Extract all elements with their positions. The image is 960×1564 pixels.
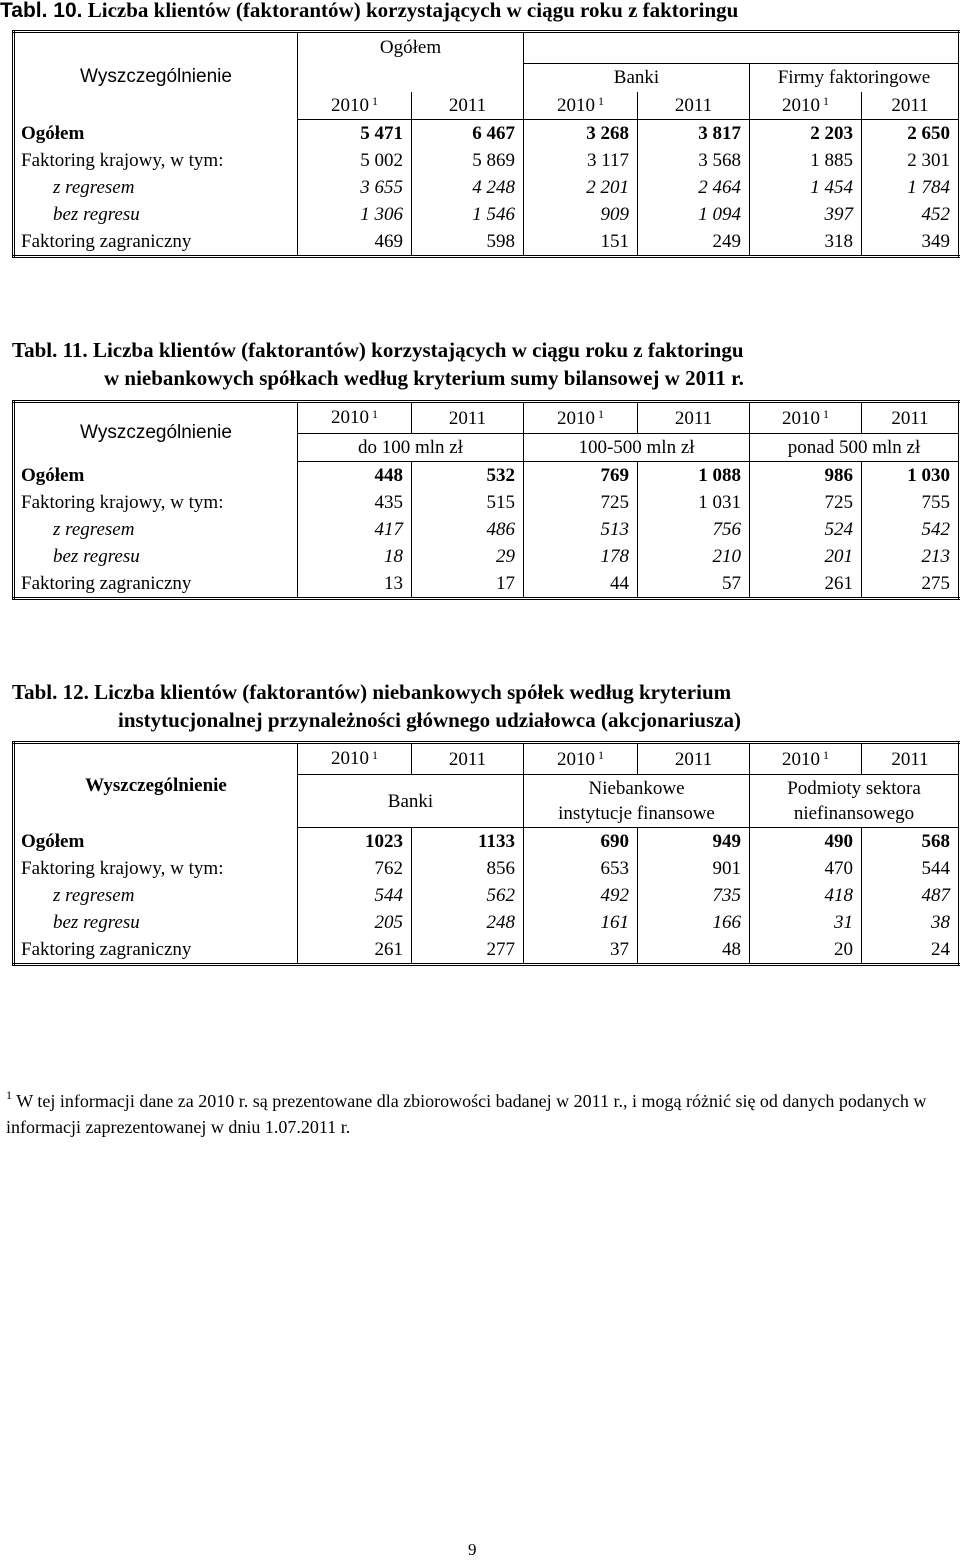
- table11-title: [12, 338, 744, 363]
- row-label: Ogółem: [21, 464, 85, 486]
- row-label: Faktoring krajowy, w tym:: [21, 150, 224, 171]
- row-label: Ogółem: [21, 122, 85, 144]
- table-cell: 151: [524, 228, 638, 257]
- table12-title-line1: Liczba klientów (faktorantów) niebankowych spółek według kryterium: [94, 680, 732, 704]
- table-cell: 397: [750, 201, 862, 228]
- table10-group-factoring: Firmy faktoringowe: [750, 64, 960, 93]
- table-cell: 598: [412, 228, 524, 257]
- table-row: [14, 543, 960, 570]
- table-cell: 1 454: [750, 174, 862, 201]
- table-cell: 435: [298, 489, 412, 516]
- row-label: z regresem: [53, 519, 135, 540]
- table11-stub-header: Wyszczególnienie: [80, 421, 232, 443]
- table-cell: 13: [298, 570, 412, 599]
- table-cell: 856: [412, 855, 524, 882]
- table-cell: 1023: [298, 828, 412, 856]
- row-label: Faktoring zagraniczny: [21, 573, 192, 594]
- table-row: [14, 516, 960, 543]
- row-label: bez regresu: [53, 912, 140, 933]
- table11-title-label: Tabl. 11.: [12, 338, 88, 362]
- table-cell: 3 268: [524, 120, 638, 148]
- table-cell: 486: [412, 516, 524, 543]
- table-cell: 1 030: [862, 462, 960, 490]
- table11-col-2010-r2: 2010 $^1$: [524, 402, 638, 434]
- table-cell: 349: [862, 228, 960, 257]
- table10-title-label: Tabl. 10.: [0, 0, 83, 22]
- table10-group-banks: Banki: [524, 64, 750, 93]
- table-cell: 417: [298, 516, 412, 543]
- table-cell: 261: [298, 936, 412, 965]
- page-number: 9: [468, 1540, 477, 1559]
- table-cell: 205: [298, 909, 412, 936]
- table11-col-2011-r2: 2011: [638, 402, 750, 434]
- table-cell: 949: [638, 828, 750, 856]
- table12: [12, 741, 960, 966]
- table-row: [14, 201, 960, 228]
- table-cell: 37: [524, 936, 638, 965]
- table-row: [14, 174, 960, 201]
- table10-col-2011-total: 2011: [412, 92, 524, 120]
- table-cell: 275: [862, 570, 960, 599]
- row-label: Faktoring krajowy, w tym:: [21, 858, 224, 879]
- row-label: Faktoring zagraniczny: [21, 231, 192, 252]
- footnote: [6, 1089, 958, 1139]
- table-cell: 1133: [412, 828, 524, 856]
- table-cell: 986: [750, 462, 862, 490]
- table-cell: 5 869: [412, 147, 524, 174]
- row-label: Faktoring krajowy, w tym:: [21, 492, 224, 513]
- table12-col-2010-g1: 2010 $^1$: [298, 743, 412, 775]
- table-cell: 178: [524, 543, 638, 570]
- table-cell: 2 203: [750, 120, 862, 148]
- table12-col-2010-g3: 2010 $^1$: [750, 743, 862, 775]
- table12-col-2011-g3: 2011: [862, 743, 960, 775]
- table-cell: 210: [638, 543, 750, 570]
- table-cell: 725: [750, 489, 862, 516]
- table-cell: 5 002: [298, 147, 412, 174]
- table-row: [14, 909, 960, 936]
- table-cell: 490: [750, 828, 862, 856]
- table-cell: 418: [750, 882, 862, 909]
- table-cell: 2 464: [638, 174, 750, 201]
- table-cell: 725: [524, 489, 638, 516]
- table-cell: 452: [862, 201, 960, 228]
- table10-title-text: Liczba klientów (faktorantów) korzystających w ciągu roku z faktoringu: [87, 0, 739, 22]
- table-cell: 755: [862, 489, 960, 516]
- table12-title-line2: instytucjonalnej przynależności głównego udziałowca (akcjonariusza): [118, 708, 741, 732]
- table10-col-2011-factoring: 2011: [862, 92, 960, 120]
- table12-group-nonfinancial: Podmioty sektora niefinansowego: [750, 775, 960, 828]
- table11-col-2011-r3: 2011: [862, 402, 960, 434]
- table-cell: 248: [412, 909, 524, 936]
- table-row: [14, 855, 960, 882]
- table10-col-2010-factoring: 2010 $^1$: [750, 92, 862, 120]
- table-cell: 756: [638, 516, 750, 543]
- table-cell: 762: [298, 855, 412, 882]
- table11-title-line1: Liczba klientów (faktorantów) korzystających w ciągu roku z faktoringu: [92, 338, 744, 362]
- row-label: z regresem: [53, 885, 135, 906]
- row-label: Ogółem: [21, 830, 85, 852]
- table-cell: 769: [524, 462, 638, 490]
- table-cell: 20: [750, 936, 862, 965]
- table-cell: 3 568: [638, 147, 750, 174]
- table-cell: 515: [412, 489, 524, 516]
- table12-col-2011-g1: 2011: [412, 743, 524, 775]
- table11-col-2010-r1: 2010 $^1$: [298, 402, 412, 434]
- table10-col-2010-banks: 2010 $^1$: [524, 92, 638, 120]
- footnote-text: W tej informacji dane za 2010 r. są prezentowane dla zbiorowości badanej w 2011 r., i mogą różnić się od danych podanych w informacji zaprezentowanej w dniu 1.07.2011 r.: [6, 1091, 927, 1137]
- table12-title-label: Tabl. 12.: [12, 680, 89, 704]
- table12-stub-header: Wyszczególnienie: [85, 775, 227, 797]
- table-cell: 5 471: [298, 120, 412, 148]
- table12-group-nonbank: Niebankowe instytucje finansowe: [524, 775, 750, 828]
- table-row: [14, 489, 960, 516]
- table11-range1: do 100 mln zł: [298, 434, 524, 462]
- table-cell: 3 817: [638, 120, 750, 148]
- footnote-marker: 1: [6, 1088, 12, 1102]
- table11-range3: ponad 500 mln zł: [750, 434, 960, 462]
- table-cell: 469: [298, 228, 412, 257]
- row-label: bez regresu: [53, 546, 140, 567]
- table-cell: 1 885: [750, 147, 862, 174]
- table-cell: 470: [750, 855, 862, 882]
- table-cell: 48: [638, 936, 750, 965]
- table-cell: 1 784: [862, 174, 960, 201]
- table-cell: 653: [524, 855, 638, 882]
- table-cell: 3 655: [298, 174, 412, 201]
- table-cell: 1 088: [638, 462, 750, 490]
- table-cell: 2 650: [862, 120, 960, 148]
- table-cell: 24: [862, 936, 960, 965]
- table-row: [14, 882, 960, 909]
- table12-col-2010-g2: 2010 $^1$: [524, 743, 638, 775]
- table-cell: 261: [750, 570, 862, 599]
- table-cell: 44: [524, 570, 638, 599]
- table-cell: 1 031: [638, 489, 750, 516]
- table-cell: 532: [412, 462, 524, 490]
- table10: [12, 30, 960, 258]
- table-cell: 17: [412, 570, 524, 599]
- table-cell: 18: [298, 543, 412, 570]
- table-cell: 38: [862, 909, 960, 936]
- table-row: [14, 828, 960, 856]
- table-cell: 31: [750, 909, 862, 936]
- table10-stub-header: Wyszczególnienie: [80, 65, 232, 87]
- table-cell: 1 094: [638, 201, 750, 228]
- table-cell: 1 306: [298, 201, 412, 228]
- table-row: [14, 462, 960, 490]
- table-cell: 487: [862, 882, 960, 909]
- table-cell: 513: [524, 516, 638, 543]
- table10-col-2010-total: 2010 $^1$: [298, 92, 412, 120]
- table-cell: 448: [298, 462, 412, 490]
- table-cell: 249: [638, 228, 750, 257]
- table-cell: 544: [298, 882, 412, 909]
- table-row: [14, 570, 960, 599]
- table-cell: 57: [638, 570, 750, 599]
- table-cell: 562: [412, 882, 524, 909]
- table11-body: [14, 462, 960, 599]
- table-cell: 544: [862, 855, 960, 882]
- table-cell: 524: [750, 516, 862, 543]
- table11-range2: 100-500 mln zł: [524, 434, 750, 462]
- table10-title: [0, 0, 738, 23]
- table-cell: 277: [412, 936, 524, 965]
- table-cell: 735: [638, 882, 750, 909]
- table-row: [14, 147, 960, 174]
- table-cell: 6 467: [412, 120, 524, 148]
- row-label: bez regresu: [53, 204, 140, 225]
- table10-col-2011-banks: 2011: [638, 92, 750, 120]
- table-cell: 2 301: [862, 147, 960, 174]
- table-cell: 29: [412, 543, 524, 570]
- table-cell: 568: [862, 828, 960, 856]
- table-cell: 542: [862, 516, 960, 543]
- table-cell: 901: [638, 855, 750, 882]
- table-row: [14, 120, 960, 148]
- table-row: [14, 936, 960, 965]
- table12-body: [14, 828, 960, 965]
- table-cell: 4 248: [412, 174, 524, 201]
- table-cell: 1 546: [412, 201, 524, 228]
- table10-group-total: Ogółem: [298, 32, 524, 64]
- table-cell: 318: [750, 228, 862, 257]
- table10-body: [14, 120, 960, 257]
- table12-group-banks: Banki: [298, 775, 524, 828]
- table-cell: 2 201: [524, 174, 638, 201]
- table-cell: 492: [524, 882, 638, 909]
- table-cell: 166: [638, 909, 750, 936]
- table12-col-2011-g2: 2011: [638, 743, 750, 775]
- table11-col-2010-r3: 2010 $^1$: [750, 402, 862, 434]
- table-cell: 213: [862, 543, 960, 570]
- table11-col-2011-r1: 2011: [412, 402, 524, 434]
- table12-title: [12, 680, 731, 705]
- table11-title-line2: w niebankowych spółkach według kryterium sumy bilansowej w 2011 r.: [104, 366, 744, 390]
- table11: [12, 400, 960, 600]
- table-cell: 909: [524, 201, 638, 228]
- table-cell: 161: [524, 909, 638, 936]
- row-label: Faktoring zagraniczny: [21, 939, 192, 960]
- table-cell: 3 117: [524, 147, 638, 174]
- table-cell: 690: [524, 828, 638, 856]
- table-row: [14, 228, 960, 257]
- table-cell: 201: [750, 543, 862, 570]
- row-label: z regresem: [53, 177, 135, 198]
